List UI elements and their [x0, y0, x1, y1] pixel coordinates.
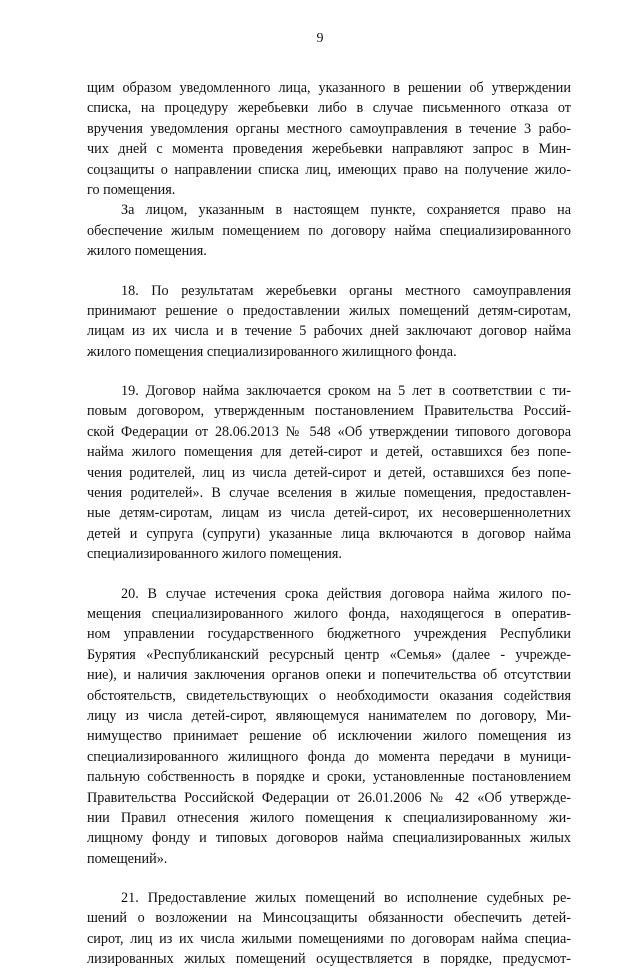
- text-line: найма жилого помещения для детей-сирот и детей, оставшихся без попе-: [87, 444, 571, 461]
- text-line: ном управлении государственного бюджетного учреждения Республики: [87, 626, 571, 643]
- text-line: специализированного жилого помещения.: [87, 546, 342, 563]
- text-line: шений о возложении на Минсоцзащиты обязанности обеспечить детей-: [87, 910, 571, 927]
- text-line: пальную собственность в порядке и сроки, установленные постановлением: [87, 769, 571, 786]
- text-line: чения родителей, лиц из числа детей-сирот и детей, оставшихся без попе-: [87, 464, 571, 481]
- text-line: обстоятельств, свидетельствующих о необходимости оказания содействия: [87, 687, 571, 704]
- text-line: повым договором, утвержденным постановлением Правительства Россий-: [87, 403, 571, 420]
- text-line: Бурятия «Республиканский ресурсный центр «Семья» (далее - учрежде-: [87, 646, 571, 663]
- paragraph-item-20: [87, 584, 571, 869]
- paragraph-item-18: [87, 281, 571, 363]
- paragraph-gap: [87, 362, 571, 381]
- text-line: лицу из числа детей-сирот, являющемуся нанимателем по договору, Ми-: [87, 707, 571, 724]
- paragraph-gap: [87, 262, 571, 281]
- text-line: ние), и наличия заключения органов опеки и попечительства об отсутствии: [87, 667, 571, 684]
- text-line: Правительства Российской Федерации от 26.01.2006 № 42 «Об утвержде-: [87, 789, 571, 806]
- text-line: соцзащиты о направлении списка лиц, имеющих право на получение жило-: [87, 161, 571, 178]
- text-line: 18. По результатам жеребьевки органы местного самоуправления: [121, 282, 571, 299]
- text-line: помещений».: [87, 850, 168, 867]
- paragraph-gap: [87, 565, 571, 584]
- text-line: За лицом, указанным в настоящем пункте, сохраняется право на: [121, 202, 571, 219]
- text-line: сирот, лиц из их числа жилыми помещениями по договорам найма специа-: [87, 930, 571, 947]
- text-line: чих дней с момента проведения жеребьевки направляют запрос в Мин-: [87, 141, 571, 158]
- paragraph-continuation: [87, 78, 571, 200]
- text-line: 19. Договор найма заключается сроком на 5 лет в соответствии с ти-: [121, 383, 571, 400]
- paragraph-item-21: [87, 888, 571, 970]
- text-line: детей и супруга (супруги) указанные лица включаются в договор найма: [87, 525, 571, 542]
- text-line: специализированного жилищного фонда до момента передачи в муници-: [87, 748, 571, 765]
- text-line: ные детям-сиротам, лицам из числа детей-сирот, их несовершеннолетних: [87, 505, 571, 522]
- paragraph-gap: [87, 869, 571, 888]
- text-line: щим образом уведомленного лица, указанного в решении об утверждении: [87, 80, 571, 96]
- text-line: нии Правил отнесения жилого помещения к специализированному жи-: [87, 809, 571, 826]
- text-line: 21. Предоставление жилых помещений во исполнение судебных ре-: [121, 890, 571, 907]
- text-line: чения родителей». В случае вселения в жилые помещения, предоставлен-: [87, 485, 571, 502]
- document-body: [87, 78, 571, 970]
- text-line: списка, на процедуру жеребьевки либо в случае письменного отказа от: [87, 100, 571, 117]
- page-number: 9: [316, 31, 324, 46]
- text-line: нимущество принимает решение об исключении жилого помещения из: [87, 728, 571, 745]
- text-line: 20. В случае истечения срока действия договора найма жилого по-: [121, 585, 571, 602]
- text-line: го помещения.: [87, 181, 176, 198]
- text-line: принимают решение о предоставлении жилых помещений детям-сиротам,: [87, 302, 571, 319]
- text-line: жилого помещения.: [87, 243, 207, 260]
- paragraph-item-19: [87, 381, 571, 565]
- text-line: обеспечение жилым помещением по договору найма специализированного: [87, 222, 571, 239]
- text-line: мещения специализированного жилого фонда, находящегося в оператив-: [87, 605, 571, 622]
- text-line: лицам из их числа и в течение 5 рабочих дней заключают договор найма: [87, 323, 571, 340]
- text-line: ской Федерации от 28.06.2013 № 548 «Об утверждении типового договора: [87, 423, 571, 440]
- paragraph-retained-right: [87, 200, 571, 261]
- text-line: лищному фонду и типовых договоров найма специализированных жилых: [87, 830, 571, 847]
- text-line: лизированных жилых помещений осуществляется в порядке, предусмот-: [87, 951, 571, 968]
- text-line: вручения уведомления органы местного самоуправления в течение 3 рабо-: [87, 120, 571, 137]
- text-line: жилого помещения специализированного жилищного фонда.: [87, 343, 457, 360]
